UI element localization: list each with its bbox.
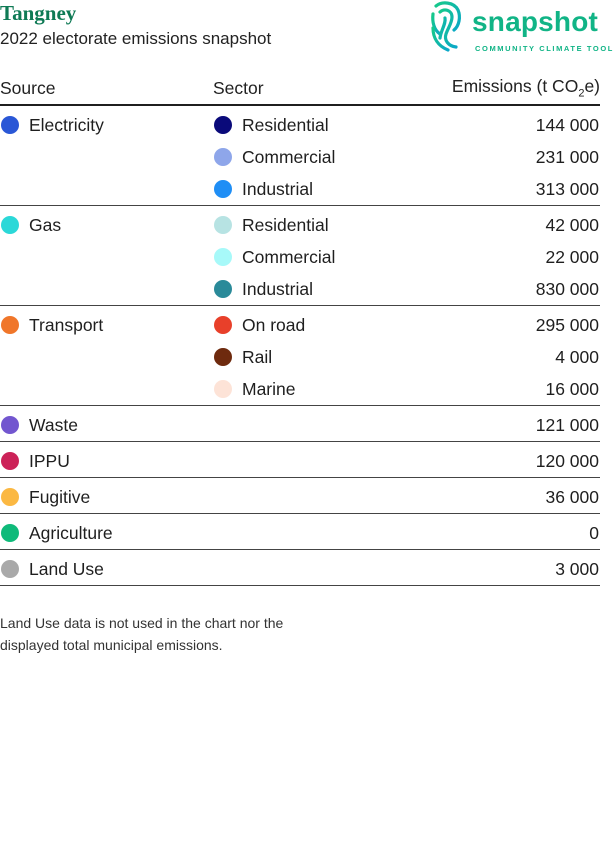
sector-color-dot-icon [214,348,232,366]
table-row [0,478,600,514]
sector-label: On road [242,314,306,335]
source-color-dot-icon [1,216,19,234]
sector-color-dot-icon [214,216,232,234]
page-subtitle: 2022 electorate emissions snapshot [0,29,272,48]
source-color-dot-icon [1,560,19,578]
sector-cell [213,206,413,242]
source-cell [0,406,213,442]
source-label: Land Use [29,558,104,579]
emissions-value: 295 000 [535,314,599,335]
sector-cell [213,173,413,206]
column-header-sector: Sector [213,72,413,105]
sector-color-dot-icon [214,116,232,134]
table-row [0,341,600,373]
source-label: IPPU [29,450,70,471]
table-row [0,550,600,586]
fingerprint-logo-icon [428,0,464,52]
table-row [0,273,600,306]
source-cell [0,206,213,242]
source-cell [0,373,213,406]
source-color-dot-icon [1,488,19,506]
source-cell [0,105,213,141]
source-cell [0,341,213,373]
sector-label: Marine [242,378,296,399]
source-cell [0,514,213,550]
source-color-dot-icon [1,316,19,334]
source-cell [0,550,213,586]
sector-label: Residential [242,214,329,235]
source-label: Electricity [29,114,104,135]
sector-color-dot-icon [214,248,232,266]
table-body [0,105,600,586]
source-label: Fugitive [29,486,91,507]
sector-cell [213,141,413,173]
column-header-emissions: Emissions (t $CO_2e$) [413,72,600,105]
logo-tagline: COMMUNITY CLIMATE TOOL [475,44,614,53]
emissions-value: 144 000 [535,114,599,135]
sector-cell [213,273,413,306]
column-header-source: Source [0,72,213,105]
table-row [0,241,600,273]
sector-cell [213,478,413,514]
sector-label: Residential [242,114,329,135]
source-cell [0,442,213,478]
source-cell [0,173,213,206]
emissions-value: 231 000 [535,146,599,167]
sector-color-dot-icon [214,316,232,334]
sector-cell [213,550,413,586]
page-title: Tangney [0,1,77,25]
source-label: Agriculture [29,522,113,543]
emissions-value: 120 000 [413,442,600,478]
emissions-value: 0 [413,514,600,550]
sector-cell [213,341,413,373]
sector-cell [213,406,413,442]
source-color-dot-icon [1,116,19,134]
source-color-dot-icon [1,452,19,470]
table-row [0,514,600,550]
footnote: Land Use data is not used in the chart nor the displayed total municipal emissions. [0,615,284,653]
header [0,0,614,70]
emissions-value: 22 000 [545,246,599,267]
sector-label: Rail [242,346,273,367]
sector-label: Industrial [242,178,314,199]
table-row [0,373,600,406]
table-row [0,206,600,242]
table-row [0,406,600,442]
sector-cell [213,514,413,550]
emissions-value: 313 000 [413,173,600,206]
emissions-value: 121 000 [413,406,600,442]
snapshot-logo [428,0,614,56]
table-row [0,442,600,478]
source-cell [0,141,213,173]
emissions-table [0,72,600,586]
emissions-value: 16 000 [413,373,600,406]
table-row [0,306,600,342]
emissions-value: 830 000 [413,273,600,306]
source-cell [0,273,213,306]
source-cell [0,241,213,273]
table-row [0,173,600,206]
source-label: Transport [29,314,104,335]
sector-cell [213,105,413,141]
table-header-row [0,72,600,105]
sector-cell [213,373,413,406]
sector-cell [213,241,413,273]
source-cell [0,478,213,514]
emissions-value: 3 000 [413,550,600,586]
sector-color-dot-icon [214,180,232,198]
sector-label: Industrial [242,278,314,299]
source-label: Waste [29,414,78,435]
emissions-value: 36 000 [413,478,600,514]
table-row [0,141,600,173]
sector-color-dot-icon [214,280,232,298]
sector-cell [213,442,413,478]
source-label: Gas [29,214,62,235]
emissions-value: 4 000 [555,346,599,367]
sector-label: Commercial [242,146,336,167]
source-color-dot-icon [1,416,19,434]
sector-color-dot-icon [214,148,232,166]
sector-label: Commercial [242,246,336,267]
table-row [0,105,600,141]
emissions-value: 42 000 [545,214,599,235]
source-cell [0,306,213,342]
sector-color-dot-icon [214,380,232,398]
source-color-dot-icon [1,524,19,542]
sector-cell [213,306,413,342]
logo-wordmark: snapshot [472,6,599,37]
